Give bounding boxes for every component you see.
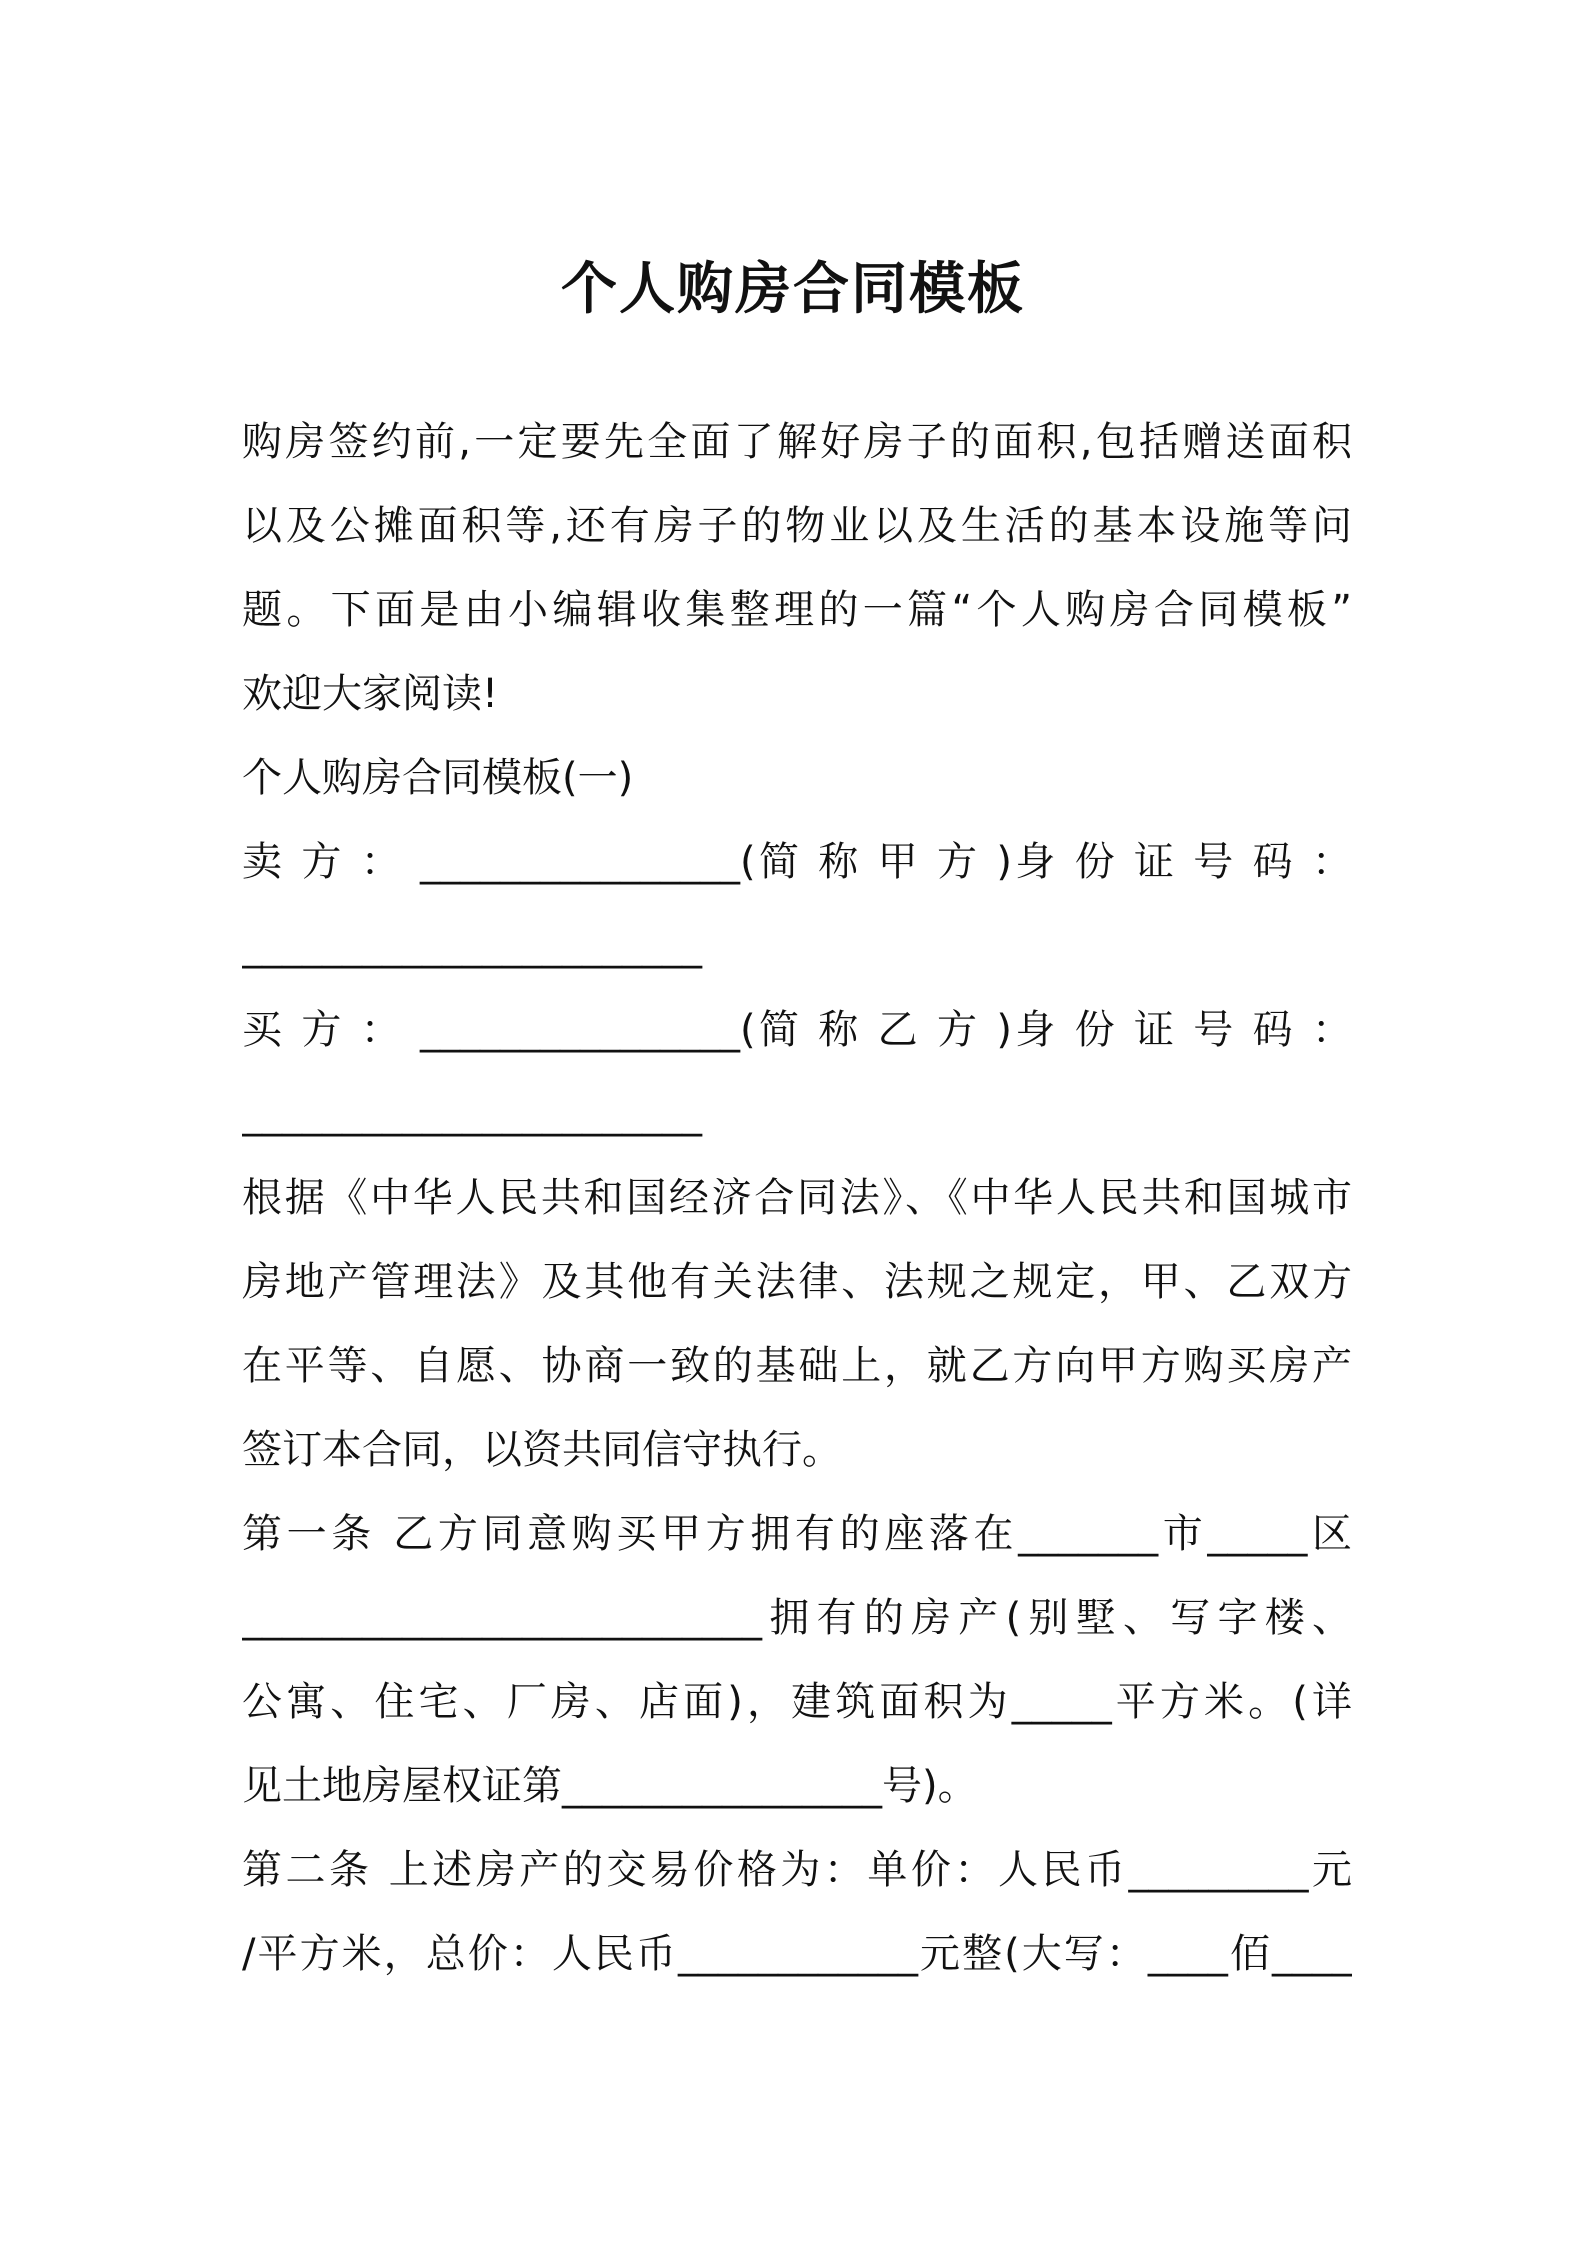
article-1-line: 第一条 乙方同意购买甲方拥有的座落在_______市_____区 — [242, 1511, 1352, 1557]
seller-id-blank: _______________________ — [242, 923, 702, 969]
document-body — [242, 400, 1352, 1996]
article-1-line: 见土地房屋权证第________________号)。 — [242, 1763, 978, 1809]
buyer-id-blank: _______________________ — [242, 1091, 702, 1137]
section-heading: 个人购房合同模板(一) — [242, 755, 634, 801]
body-line: 在平等、自愿、协商一致的基础上，就乙方向甲方购买房产 — [242, 1343, 1352, 1389]
article-1-line: __________________________拥有的房产(别墅、写字楼、 — [242, 1595, 1352, 1641]
body-line: 签订本合同，以资共同信守执行。 — [242, 1427, 842, 1473]
document-title: 个人购房合同模板 — [561, 257, 1025, 322]
article-2-line: /平方米，总价：人民币____________元整(大写：____佰____ — [242, 1931, 1352, 1977]
body-line: 欢迎大家阅读! — [242, 671, 499, 717]
body-line: 根据《中华人民共和国经济合同法》、《中华人民共和国城市 — [242, 1175, 1352, 1221]
body-line: 以及公摊面积等,还有房子的物业以及生活的基本设施等问 — [242, 503, 1352, 549]
body-line: 房地产管理法》及其他有关法律、法规之规定，甲、乙双方 — [242, 1259, 1352, 1305]
buyer-line: 买 方 ： ________________(简 称 乙 方 )身 份 证 号 码 ： — [242, 1007, 1352, 1053]
body-line: 题。下面是由小编辑收集整理的一篇“个人购房合同模板” — [242, 587, 1352, 633]
article-2-line: 第二条 上述房产的交易价格为：单价：人民币_________元 — [242, 1847, 1352, 1893]
article-1-line: 公寓、住宅、厂房、店面)，建筑面积为_____平方米。(详 — [242, 1679, 1352, 1725]
seller-line: 卖 方 ： ________________(简 称 甲 方 )身 份 证 号 码 ： — [242, 839, 1352, 885]
body-line: 购房签约前,一定要先全面了解好房子的面积,包括赠送面积 — [242, 419, 1352, 465]
